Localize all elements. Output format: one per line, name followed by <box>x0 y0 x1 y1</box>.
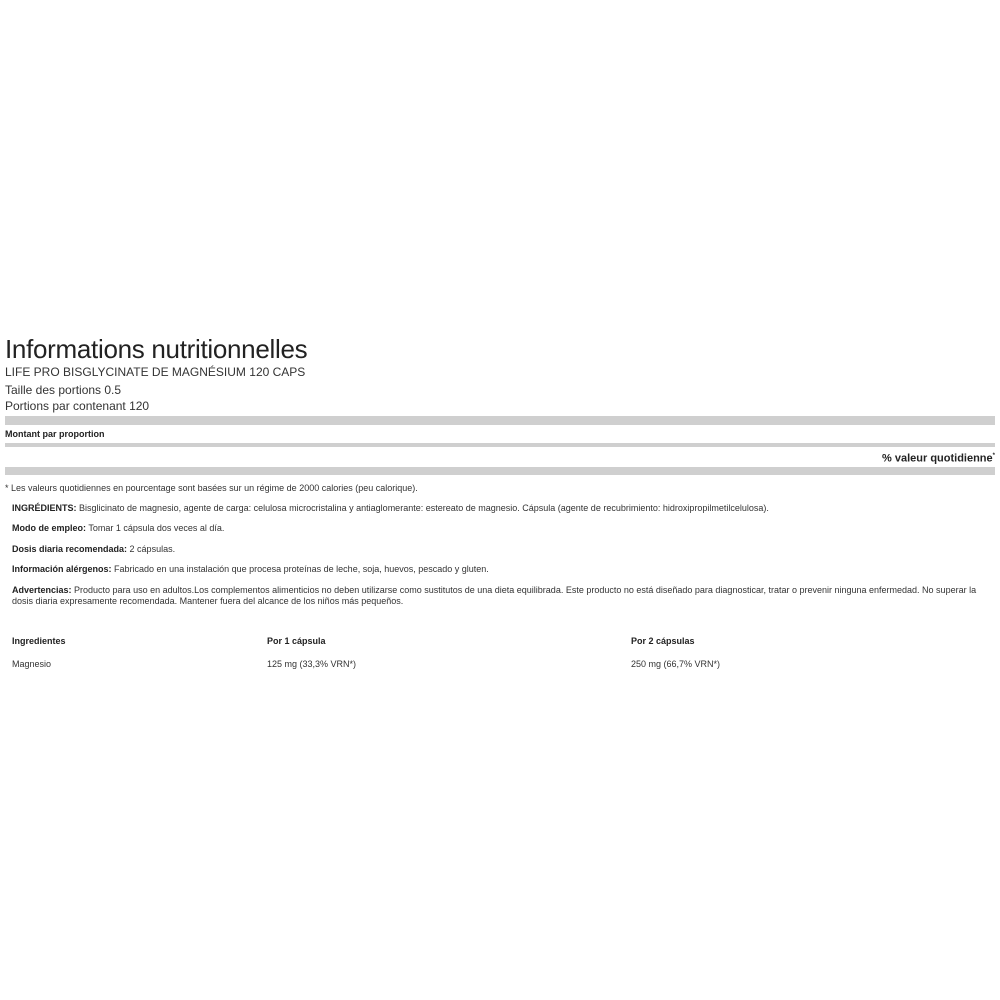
usage-text: Tomar 1 cápsula dos veces al día. <box>86 523 225 534</box>
table-cell-per-1: 125 mg (33,3% VRN*) <box>267 658 357 669</box>
page-title: Informations nutritionnelles <box>5 334 308 364</box>
table-header-ingredient: Ingredientes <box>12 635 66 646</box>
product-info <box>5 503 995 608</box>
serving-size: Taille des portions 0.5 <box>5 383 122 397</box>
usage-paragraph <box>12 523 995 535</box>
table-header-per-2: Por 2 cápsulas <box>631 635 695 646</box>
servings-per-container: Portions par contenant 120 <box>5 399 150 413</box>
usage-label: Modo de empleo: <box>12 523 86 534</box>
divider-mid <box>5 467 995 475</box>
table-header-per-1: Por 1 cápsula <box>267 635 326 646</box>
daily-value-marker: * <box>992 453 995 459</box>
daily-value-header <box>5 447 995 466</box>
composition-table <box>12 635 995 675</box>
warnings-text: Producto para uso en adultos.Los complementos alimenticios no deben utilizarse como sustitutos de una dieta equilibrada. Este producto no está diseñado para diagnosticar, tratar o prevenir ninguna enfermedad. No superar la dosis diaria expresamente recomendada. Mantener fuera del alcance de los niños más pequeños. <box>12 584 977 607</box>
allergen-label: Información alérgenos: <box>12 564 112 575</box>
table-cell-per-2: 250 mg (66,7% VRN*) <box>631 658 721 669</box>
allergen-paragraph <box>12 564 995 576</box>
amount-per-serving: Montant par proportion <box>5 429 105 439</box>
ingredients-paragraph <box>12 503 995 515</box>
warnings-label: Advertencias: <box>12 584 72 595</box>
dose-paragraph <box>12 544 995 556</box>
product-name: LIFE PRO BISGLYCINATE DE MAGNÉSIUM 120 CAPS <box>5 365 306 379</box>
nutrition-panel <box>5 333 995 675</box>
divider-thick <box>5 416 995 425</box>
allergen-text: Fabricado en una instalación que procesa proteínas de leche, soja, huevos, pescado y gluten. <box>111 564 489 575</box>
table-cell-ingredient: Magnesio <box>12 658 52 669</box>
dose-label: Dosis diaria recomendada: <box>12 543 128 554</box>
warnings-paragraph <box>12 585 995 608</box>
dose-text: 2 cápsulas. <box>127 543 176 554</box>
ingredients-text: Bisglicinato de magnesio, agente de carga: celulosa microcristalina y antiaglomerante: estereato de magnesio. Cápsula (agente de recubrimiento: hidroxipropilmetilcelulosa). <box>76 502 769 513</box>
ingredients-label: INGRÉDIENTS: <box>12 502 77 513</box>
daily-value-footnote: * Les valeurs quotidiennes en pourcentage sont basées sur un régime de 2000 calories (peu calorique). <box>5 482 418 493</box>
daily-value-label: % valeur quotidienne <box>882 452 993 465</box>
